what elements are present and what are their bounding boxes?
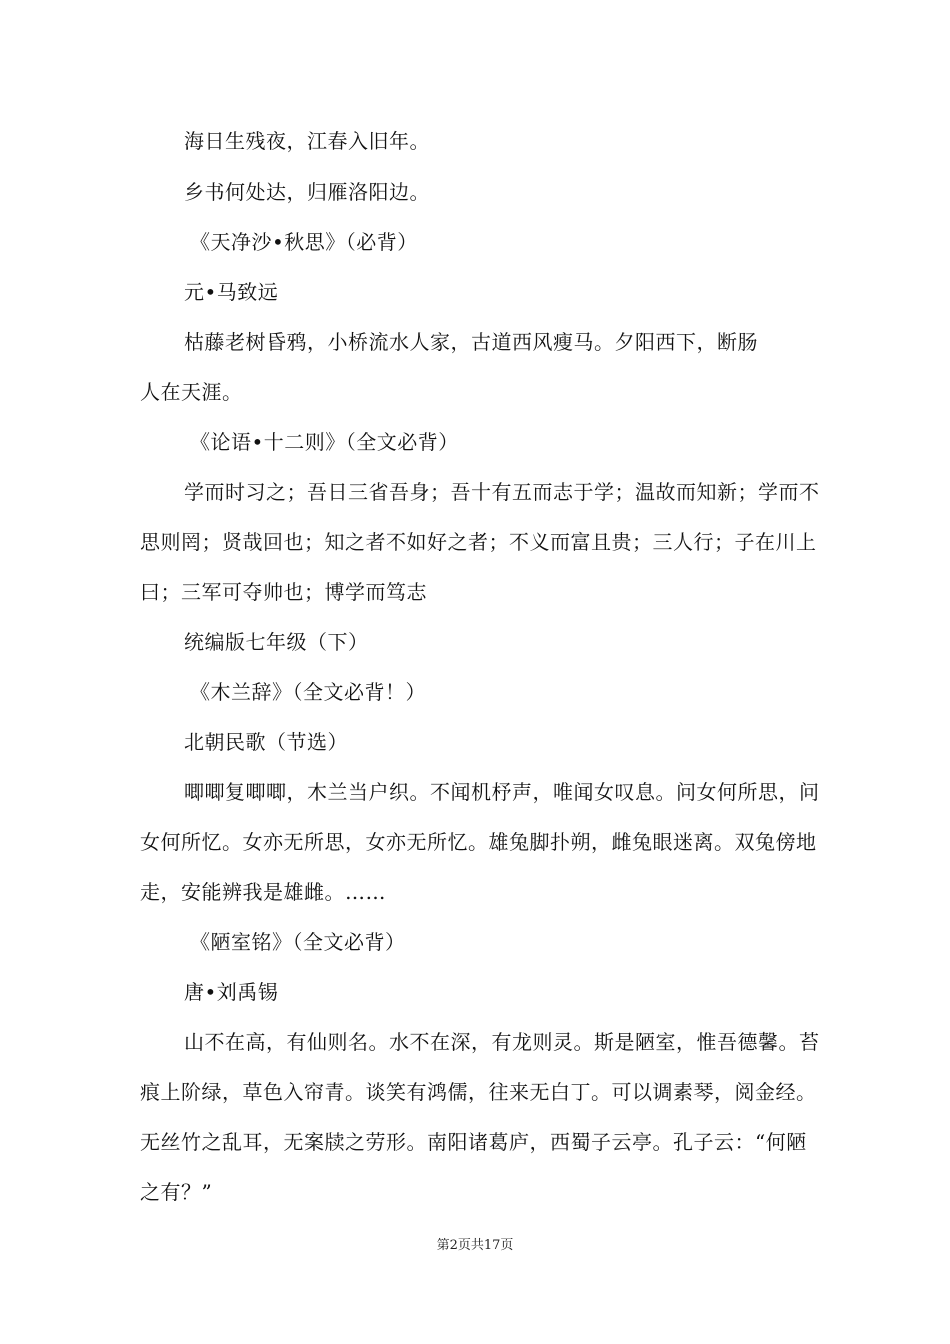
loushiming-line-2: 痕上阶绿，草色入帘青。谈笑有鸿儒，往来无白丁。可以调素琴，阅金经。 [140, 1080, 817, 1104]
mulan-line-2: 女何所忆。女亦无所思，女亦无所忆。雄兔脚扑朔，雌兔眼迷离。双兔傍地 [140, 830, 817, 854]
poem-title-mulan: 《木兰辞》（全文必背！） [190, 680, 426, 704]
poem-line-1: 海日生残夜，江春入旧年。 [184, 129, 430, 153]
poem-line-2: 乡书何处达，归雁洛阳边。 [184, 180, 430, 204]
loushiming-line-1: 山不在高，有仙则名。水不在深，有龙则灵。斯是陋室，惟吾德馨。苔 [184, 1030, 820, 1054]
section-title-lunyu: 《论语•十二则》（全文必背） [190, 430, 459, 454]
mulan-line-1: 唧唧复唧唧，木兰当户织。不闻机杼声，唯闻女叹息。问女何所思，问 [184, 780, 820, 804]
lunyu-line-2: 思则罔；贤哉回也；知之者不如好之者；不义而富且贵；三人行；子在川上 [140, 530, 817, 554]
lunyu-line-3: 曰；三军可夺帅也；博学而笃志 [140, 580, 427, 604]
page-number-footer: 第2页共17页 [436, 1238, 514, 1253]
poem-title-tianjingsha: 《天净沙•秋思》（必背） [190, 230, 418, 254]
grade-heading: 统编版七年级（下） [184, 630, 369, 654]
poem-author-ma-zhiyuan: 元•马致远 [184, 280, 279, 304]
loushiming-line-3: 无丝竹之乱耳，无案牍之劳形。南阳诸葛庐，西蜀子云亭。孔子云：“何陋 [140, 1130, 807, 1154]
poem-author-liu-yuxi: 唐•刘禹锡 [184, 980, 279, 1004]
mulan-line-3: 走，安能辨我是雄雌。…… [140, 880, 386, 904]
lunyu-line-1: 学而时习之；吾日三省吾身；吾十有五而志于学；温故而知新；学而不 [184, 480, 820, 504]
poem-body-line-1: 枯藤老树昏鸦，小桥流水人家，古道西风瘦马。夕阳西下，断肠 [184, 330, 758, 354]
loushiming-line-4: 之有？” [140, 1180, 213, 1204]
poem-source-beichao: 北朝民歌（节选） [184, 730, 348, 754]
poem-title-loushiming: 《陋室铭》（全文必背） [190, 930, 406, 954]
poem-body-line-2: 人在天涯。 [140, 380, 243, 404]
